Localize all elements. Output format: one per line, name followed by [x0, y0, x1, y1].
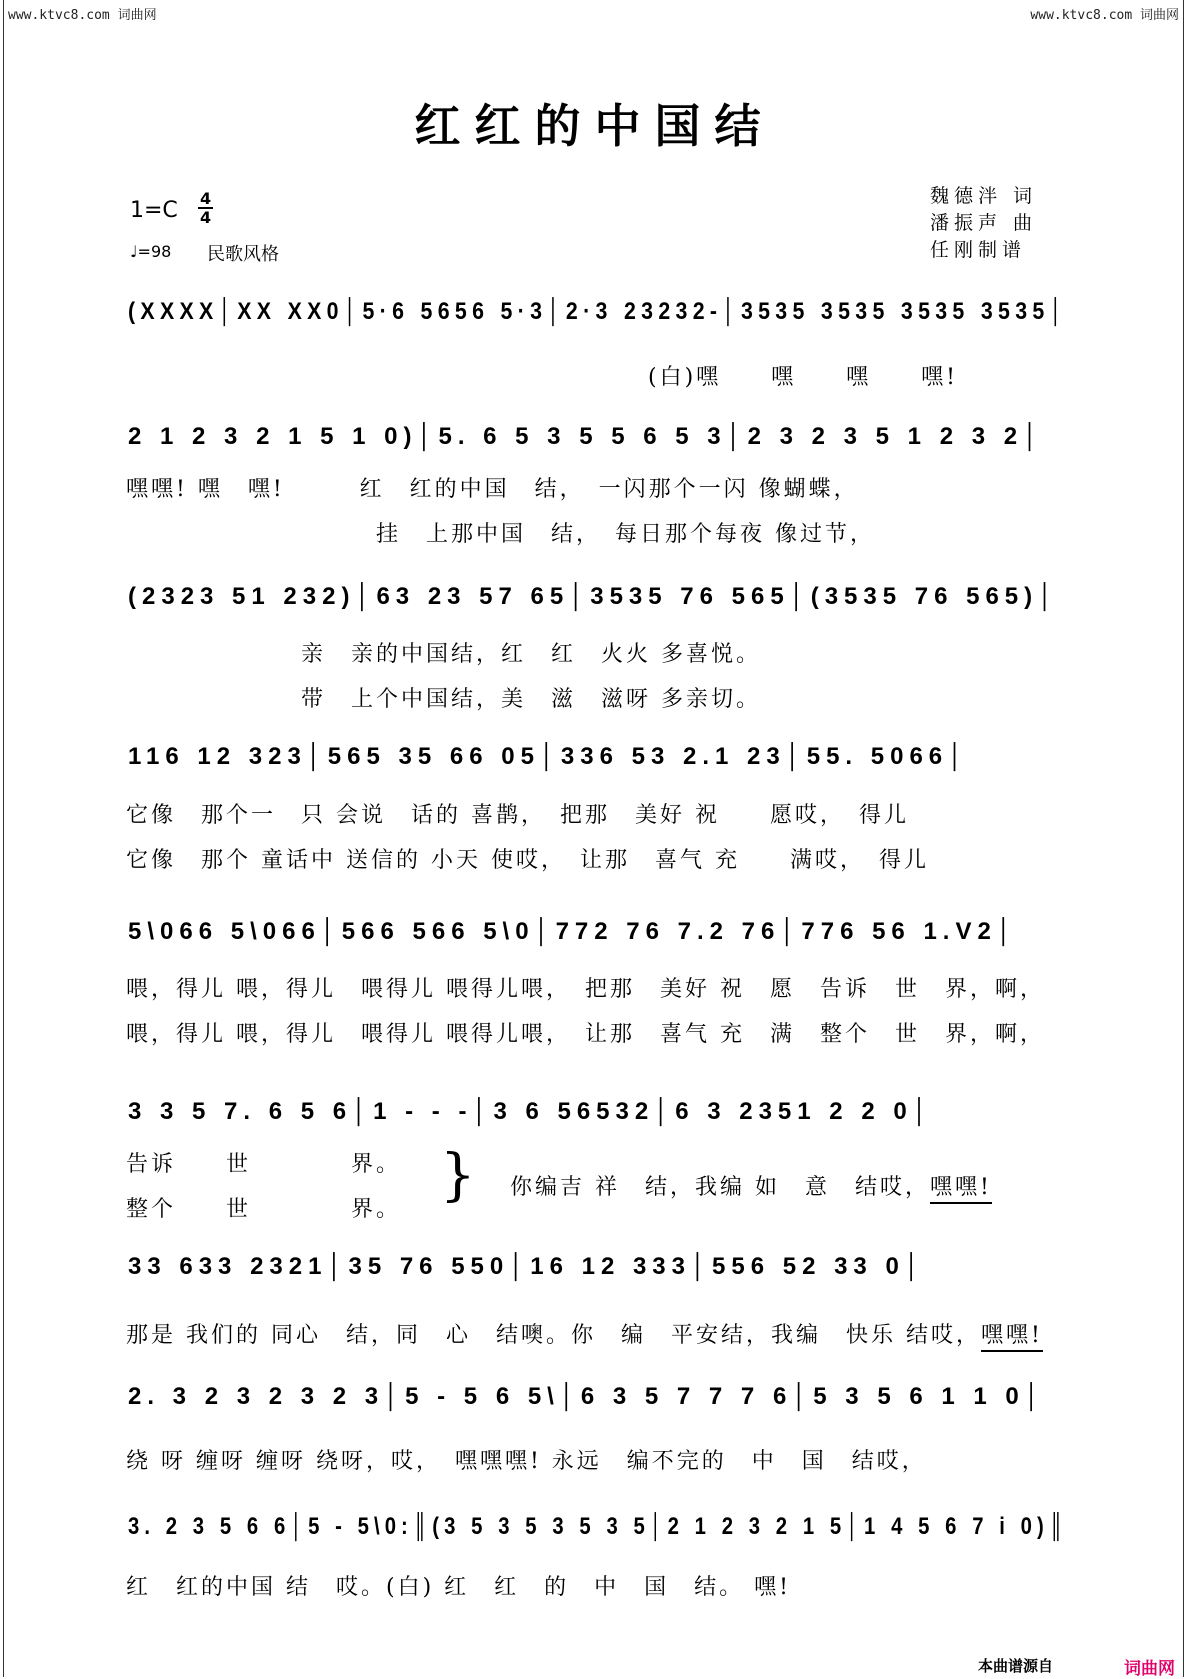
notation-row-3-notes: (2323 51 232)│63 23 57 65│3535 76 565│(3535 76 565)│: [128, 583, 1060, 610]
notation-row-9-notes: 3. 2 3 5 6 6│5 - 5\0:║(3 5 3 5 3 5 3 5│2 1 2 3 2 1 5│1 4 5 6 7 i 0)║: [128, 1513, 1069, 1540]
notation-row-8: [128, 1375, 1068, 1419]
notation-row-2-notes: 2 1 2 3 2 1 5 1 0)│5. 6 5 3 5 5 6 5 3│2 3 2 3 5 1 2 3 2│: [128, 423, 1045, 450]
lyric-row-5-verse-2: 喂，得儿 喂，得儿 喂得儿 喂得儿喂， 让那 喜气 充 满 整个 世 界，啊，: [126, 1022, 1045, 1047]
footer-source: 本曲谱源自: [978, 1657, 1054, 1675]
notation-row-7: [128, 1245, 1068, 1289]
lyric-row-6-merged-end: 嘿嘿!: [930, 1175, 992, 1204]
site-watermark-right[interactable]: www.ktvc8.com 词曲网: [1030, 8, 1179, 23]
notation-row-8-notes: 2. 3 2 3 2 3 2 3│5 - 5 6 5\│6 3 5 7 7 7 6│5 3 5 6 1 1 0│: [128, 1383, 1046, 1410]
lyric-row-9: 红 红的中国 结 哎。(白) 红 红 的 中 国 结。 嘿!: [126, 1575, 791, 1600]
credits: [930, 183, 1037, 264]
lyric-row-6-merged-text: 你编吉 祥 结，我编 如 意 结哎，: [510, 1175, 930, 1200]
notation-row-9: [128, 1505, 1068, 1549]
lyric-row-5-verse-1: 喂，得儿 喂，得儿 喂得儿 喂得儿喂， 把那 美好 祝 愿 告诉 世 界，啊，: [126, 977, 1045, 1002]
lyric-row-6-verse-2: 整个 世 界。: [126, 1197, 402, 1222]
notation-row-2: [128, 415, 1068, 459]
time-signature-top: 4: [200, 189, 212, 208]
lyric-row-1: (白)嘿 嘿 嘿 嘿!: [648, 365, 959, 390]
lyricist-credit: 魏德泮 词: [930, 185, 1038, 207]
notation-row-1: [128, 290, 1068, 334]
lyric-row-7-text: 那是 我们的 同心 结，同 心 结噢。你 编 平安结，我编 快乐 结哎，: [126, 1323, 981, 1348]
song-title: 红红的中国结: [414, 99, 775, 153]
lyric-row-7-end: 嘿嘿!: [981, 1323, 1043, 1352]
composer-credit: 潘振声 曲: [930, 212, 1038, 234]
notation-row-4: [128, 735, 1068, 779]
notation-row-6: [128, 1090, 1068, 1134]
notation-row-5: [128, 910, 1068, 954]
lyric-row-4-verse-2: 它像 那个 童话中 送信的 小天 使哎， 让那 喜气 充 满哎， 得儿: [126, 848, 929, 873]
notation-row-5-notes: 5\066 5\066│566 566 5\0│772 76 7.2 76│776 56 1.V2│: [128, 918, 1018, 945]
lyric-row-2-verse-1: 嘿嘿! 嘿 嘿! 红 红的中国 结， 一闪那个一闪 像蝴蝶，: [126, 477, 859, 502]
lyric-row-6-merged: [510, 1170, 992, 1201]
footer-site-logo[interactable]: 词曲网: [1124, 1659, 1175, 1679]
site-watermark-left[interactable]: www.ktvc8.com 词曲网: [8, 8, 157, 23]
notation-row-6-notes: 3 3 5 7. 6 5 6│1 - - -│3 6 56532│6 3 2351 2 2 0│: [128, 1098, 934, 1125]
notation-row-4-notes: 116 12 323│565 35 66 05│336 53 2.1 23│55. 5066│: [128, 743, 970, 770]
lyric-row-4-verse-1: 它像 那个一 只 会说 话的 喜鹊， 把那 美好 祝 愿哎， 得儿: [126, 803, 909, 828]
verse-merge-brace: }: [440, 1143, 476, 1208]
style-marking: 民歌风格: [207, 244, 279, 265]
tempo-marking: ♩=98: [130, 242, 172, 261]
notation-row-7-notes: 33 633 2321│35 76 550│16 12 333│556 52 33 0│: [128, 1253, 926, 1280]
time-signature-bottom: 4: [200, 208, 212, 227]
notation-row-3: [128, 575, 1068, 619]
notation-row-1-notes: (XXXX│XX XX0│5·6 5656 5·3│2·3 23232-│3535 3535 3535 3535│: [128, 298, 1069, 325]
right-border: [1183, 0, 1184, 1677]
lyric-row-2-verse-2: 挂 上那中国 结， 每日那个每夜 像过节，: [126, 522, 875, 547]
lyric-row-6-verse-1: 告诉 世 界。: [126, 1152, 402, 1177]
left-border: [3, 0, 4, 1677]
arranger-credit: 任刚制谱: [930, 239, 1027, 261]
key-signature: 1=C: [130, 198, 178, 223]
lyric-row-8: 绕 呀 缠呀 缠呀 绕呀，哎， 嘿嘿嘿! 永远 编不完的 中 国 结哎，: [126, 1449, 927, 1474]
lyric-row-7: [126, 1318, 1043, 1349]
lyric-row-3-verse-2: 带 上个中国结，美 滋 滋呀 多亲切。: [126, 687, 761, 712]
time-signature: [198, 190, 213, 226]
lyric-row-3-verse-1: 亲 亲的中国结，红 红 火火 多喜悦。: [126, 642, 761, 667]
